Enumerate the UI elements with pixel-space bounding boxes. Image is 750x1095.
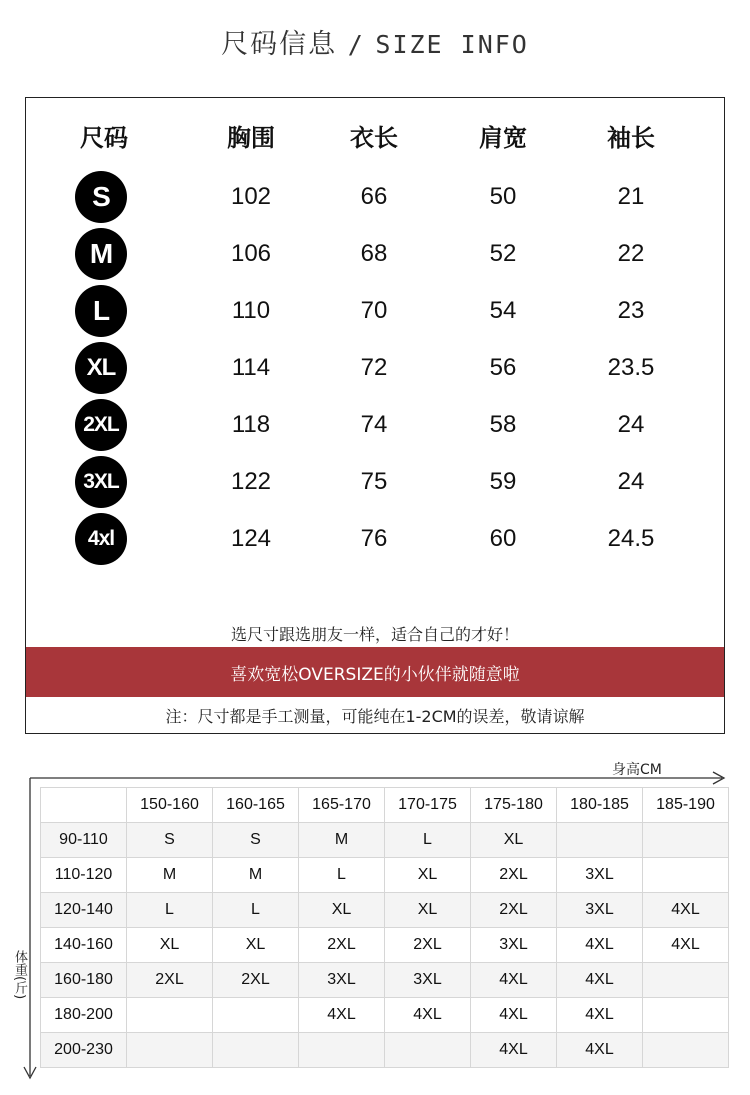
recommended-size: M <box>213 858 299 893</box>
size-badge: L <box>75 285 127 337</box>
recommended-size: 4XL <box>471 998 557 1033</box>
recommended-size <box>213 1033 299 1068</box>
size-value-sleeve: 24.5 <box>607 525 655 552</box>
weight-row <box>41 963 729 998</box>
recommended-size: 4XL <box>643 928 729 963</box>
size-value-sleeve: 23 <box>617 297 645 324</box>
size-value-length: 76 <box>360 525 388 552</box>
height-range: 175-180 <box>471 788 557 823</box>
recommended-size: 4XL <box>557 1033 643 1068</box>
recommended-size: L <box>299 858 385 893</box>
weight-row <box>41 858 729 893</box>
recommended-size: 2XL <box>299 928 385 963</box>
weight-row <box>41 823 729 858</box>
title-en: SIZE INFO <box>375 30 529 59</box>
header-chest: 胸围 <box>227 124 275 152</box>
recommended-size: 2XL <box>127 963 213 998</box>
size-value-shoulder: 52 <box>489 240 517 267</box>
recommend-table <box>40 787 729 1068</box>
height-axis-label: 身高CM <box>612 762 662 778</box>
recommended-size <box>643 823 729 858</box>
size-badge: 2XL <box>75 399 127 451</box>
height-header-row <box>41 788 729 823</box>
size-value-length: 66 <box>360 183 388 210</box>
recommended-size: 2XL <box>471 893 557 928</box>
recommended-size: 2XL <box>213 963 299 998</box>
weight-range: 90-110 <box>41 823 127 858</box>
recommended-size <box>643 858 729 893</box>
weight-row <box>41 998 729 1033</box>
height-range: 180-185 <box>557 788 643 823</box>
recommended-size: 3XL <box>471 928 557 963</box>
size-badge: 4xl <box>75 513 127 565</box>
recommended-size <box>299 1033 385 1068</box>
recommended-size: XL <box>299 893 385 928</box>
size-value-sleeve: 22 <box>617 240 645 267</box>
disclaimer-text: 注：尺寸都是手工测量，可能纯在1-2CM的误差，敬请谅解 <box>165 707 585 726</box>
weight-range: 180-200 <box>41 998 127 1033</box>
size-value-chest: 106 <box>230 240 272 267</box>
size-value-length: 74 <box>360 411 388 438</box>
weight-row <box>41 893 729 928</box>
weight-axis-label: 体重(斤) <box>12 950 27 1000</box>
recommended-size <box>643 1033 729 1068</box>
recommended-size: 4XL <box>471 963 557 998</box>
recommended-size <box>643 963 729 998</box>
size-value-shoulder: 56 <box>489 354 517 381</box>
weight-range: 160-180 <box>41 963 127 998</box>
size-value-chest: 124 <box>230 525 272 552</box>
header-length: 衣长 <box>350 124 398 152</box>
recommended-size: S <box>213 823 299 858</box>
size-value-sleeve: 21 <box>617 183 645 210</box>
size-value-shoulder: 54 <box>489 297 517 324</box>
recommended-size <box>213 998 299 1033</box>
recommended-size: 4XL <box>471 1033 557 1068</box>
recommended-size: M <box>299 823 385 858</box>
recommended-size: XL <box>385 893 471 928</box>
recommended-size <box>127 998 213 1033</box>
size-value-length: 75 <box>360 468 388 495</box>
size-badge: XL <box>75 342 127 394</box>
title-cn: 尺码信息 <box>221 29 338 60</box>
recommended-size: 3XL <box>557 858 643 893</box>
recommended-size: 2XL <box>471 858 557 893</box>
recommended-size: 3XL <box>557 893 643 928</box>
recommended-size: S <box>127 823 213 858</box>
recommended-size: XL <box>213 928 299 963</box>
header-sleeve: 袖长 <box>607 124 655 152</box>
recommended-size: XL <box>127 928 213 963</box>
corner-cell <box>41 788 127 823</box>
header-size: 尺码 <box>80 124 128 152</box>
recommended-size <box>557 823 643 858</box>
size-value-length: 70 <box>360 297 388 324</box>
title-separator: / <box>347 30 365 59</box>
recommended-size: XL <box>385 858 471 893</box>
recommended-size: 4XL <box>299 998 385 1033</box>
size-value-chest: 110 <box>231 297 271 324</box>
recommended-size: M <box>127 858 213 893</box>
tip-text: 选尺寸跟选朋友一样，适合自己的才好！ <box>230 625 519 644</box>
banner-text: 喜欢宽松OVERSIZE的小伙伴就随意啦 <box>230 664 520 685</box>
size-value-length: 68 <box>360 240 388 267</box>
recommended-size: 4XL <box>385 998 471 1033</box>
recommended-size: XL <box>471 823 557 858</box>
weight-range: 110-120 <box>41 858 127 893</box>
size-value-length: 72 <box>360 354 388 381</box>
recommended-size: 4XL <box>643 893 729 928</box>
size-value-chest: 118 <box>231 411 271 438</box>
size-value-shoulder: 60 <box>489 525 517 552</box>
recommended-size <box>127 1033 213 1068</box>
size-value-chest: 114 <box>231 354 271 381</box>
size-badge: M <box>75 228 127 280</box>
weight-row <box>41 1033 729 1068</box>
recommended-size: 3XL <box>299 963 385 998</box>
recommended-size: L <box>127 893 213 928</box>
weight-range: 200-230 <box>41 1033 127 1068</box>
height-range: 165-170 <box>299 788 385 823</box>
recommended-size: L <box>213 893 299 928</box>
recommended-size <box>385 1033 471 1068</box>
size-badge: 3XL <box>75 456 127 508</box>
size-value-sleeve: 23.5 <box>607 354 655 381</box>
size-value-chest: 102 <box>230 183 272 210</box>
size-badge: S <box>75 171 127 223</box>
recommended-size: L <box>385 823 471 858</box>
size-value-sleeve: 24 <box>617 411 645 438</box>
recommended-size: 4XL <box>557 928 643 963</box>
size-value-shoulder: 50 <box>489 183 517 210</box>
weight-row <box>41 928 729 963</box>
size-value-shoulder: 59 <box>489 468 517 495</box>
recommended-size: 4XL <box>557 998 643 1033</box>
size-value-sleeve: 24 <box>617 468 645 495</box>
height-range: 150-160 <box>127 788 213 823</box>
height-range: 170-175 <box>385 788 471 823</box>
height-range: 160-165 <box>213 788 299 823</box>
weight-range: 140-160 <box>41 928 127 963</box>
size-value-shoulder: 58 <box>489 411 517 438</box>
recommended-size: 3XL <box>385 963 471 998</box>
height-range: 185-190 <box>643 788 729 823</box>
recommended-size: 2XL <box>385 928 471 963</box>
size-value-chest: 122 <box>230 468 272 495</box>
recommended-size <box>643 998 729 1033</box>
recommended-size: 4XL <box>557 963 643 998</box>
weight-range: 120-140 <box>41 893 127 928</box>
header-shoulder: 肩宽 <box>479 124 527 152</box>
